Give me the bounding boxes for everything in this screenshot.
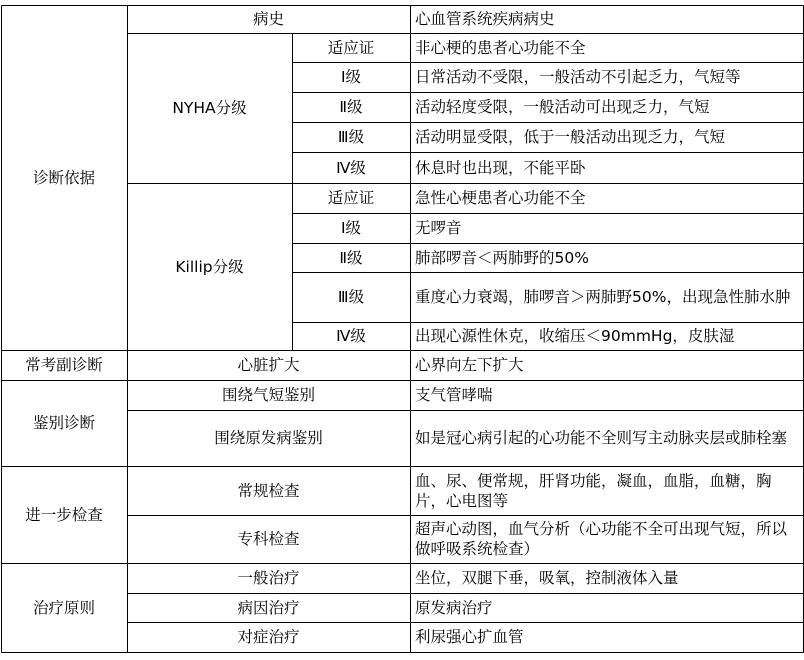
grade-cell <box>292 122 410 152</box>
group-cell-text: NYHA分级 <box>172 99 247 117</box>
description-cell <box>410 213 803 243</box>
grade-cell <box>292 62 410 92</box>
description-cell <box>410 563 803 593</box>
group-cell <box>127 622 410 652</box>
category-cell <box>1 380 127 466</box>
category-cell-text: 治疗原则 <box>32 598 95 617</box>
category-cell <box>1 466 127 563</box>
grade-cell <box>292 33 410 62</box>
grade-cell-text: Ⅰ级 <box>340 68 362 86</box>
description-cell-text: 非心梗的患者心功能不全 <box>415 38 586 57</box>
grade-cell-text: 适应证 <box>327 38 375 57</box>
group-cell <box>127 33 292 183</box>
grade-cell <box>292 243 410 272</box>
description-cell <box>410 272 803 322</box>
group-cell <box>127 5 410 33</box>
grade-cell-text: Ⅳ级 <box>336 158 366 177</box>
description-cell <box>410 152 803 183</box>
grade-cell <box>292 183 410 213</box>
description-cell <box>410 92 803 122</box>
category-cell <box>1 5 127 350</box>
group-cell <box>127 380 410 410</box>
group-cell-text: 对症治疗 <box>237 628 300 646</box>
description-cell <box>410 515 803 563</box>
description-cell <box>410 466 803 515</box>
description-cell-text: 无啰音 <box>415 219 462 237</box>
group-cell <box>127 183 292 350</box>
group-cell-text: 围绕原发病鉴别 <box>214 429 323 447</box>
grade-cell <box>292 322 410 350</box>
group-cell <box>127 350 410 380</box>
grade-cell-text: Ⅰ级 <box>340 219 362 237</box>
description-cell <box>410 322 803 350</box>
description-cell <box>410 243 803 272</box>
group-cell <box>127 593 410 622</box>
description-cell-text: 坐位，双腿下垂，吸氧，控制液体入量 <box>415 569 679 587</box>
grade-cell-text: Ⅳ级 <box>336 327 366 345</box>
description-cell-text: 活动明显受限，低于一般活动出现乏力，气短 <box>415 128 726 146</box>
description-cell-text: 血、尿、便常规，肝肾功能，凝血，血脂，血糖，胸片，心电图等 <box>415 471 772 510</box>
description-cell <box>410 122 803 152</box>
grade-cell-text: Ⅱ级 <box>339 98 363 116</box>
description-cell-text: 出现心源性休克，收缩压＜90mmHg，皮肤湿 <box>415 327 735 345</box>
category-cell-text: 鉴别诊断 <box>32 414 95 432</box>
grade-cell-text: 适应证 <box>327 189 375 207</box>
description-cell <box>410 593 803 622</box>
description-cell-text: 原发病治疗 <box>415 598 493 617</box>
group-cell <box>127 563 410 593</box>
group-cell <box>127 515 410 563</box>
group-cell <box>127 466 410 515</box>
description-cell-text: 心界向左下扩大 <box>415 356 524 374</box>
group-cell-text: 常规检查 <box>237 481 300 500</box>
grade-cell <box>292 213 410 243</box>
grade-cell <box>292 92 410 122</box>
category-cell-text: 诊断依据 <box>32 168 95 187</box>
description-cell-text: 急性心梗患者心功能不全 <box>415 189 586 207</box>
description-cell <box>410 183 803 213</box>
description-cell-text: 休息时也出现，不能平卧 <box>415 158 586 177</box>
group-cell-text: 一般治疗 <box>237 569 300 587</box>
group-cell-text: 围绕气短鉴别 <box>221 386 315 404</box>
group-cell-text: 心脏扩大 <box>237 356 300 374</box>
description-cell <box>410 62 803 92</box>
grade-cell <box>292 152 410 183</box>
description-cell <box>410 33 803 62</box>
description-cell-text: 支气管哮喘 <box>415 386 493 404</box>
group-cell <box>127 410 410 466</box>
group-cell-text: Killip分级 <box>175 257 244 276</box>
category-cell-text: 进一步检查 <box>25 505 103 524</box>
description-cell-text: 如是冠心病引起的心功能不全则写主动脉夹层或肺栓塞 <box>415 429 788 447</box>
description-cell <box>410 5 803 33</box>
category-cell-text: 常考副诊断 <box>25 356 103 374</box>
description-cell-text: 日常活动不受限，一般活动不引起乏力，气短等 <box>415 68 741 86</box>
description-cell-text: 超声心动图，血气分析（心功能不全可出现气短，所以做呼吸系统检查） <box>415 520 788 558</box>
grade-cell-text: Ⅲ级 <box>337 288 365 306</box>
grade-cell <box>292 272 410 322</box>
grade-cell-text: Ⅲ级 <box>337 128 365 146</box>
description-cell-text: 活动轻度受限，一般活动可出现乏力，气短 <box>415 98 710 116</box>
group-cell-text: 病因治疗 <box>237 598 300 617</box>
category-cell <box>1 350 127 380</box>
description-cell-text: 重度心力衰竭，肺啰音＞两肺野50%，出现急性肺水肿 <box>415 288 791 306</box>
group-cell-text: 专科检查 <box>237 530 300 548</box>
grade-cell-text: Ⅱ级 <box>339 248 363 267</box>
description-cell-text: 肺部啰音＜两肺野的50% <box>415 248 589 267</box>
description-cell <box>410 410 803 466</box>
description-cell-text: 利尿强心扩血管 <box>415 628 524 646</box>
description-cell <box>410 380 803 410</box>
description-cell-text: 心血管系统疾病病史 <box>415 10 555 28</box>
group-cell-text: 病史 <box>252 10 284 28</box>
description-cell <box>410 350 803 380</box>
description-cell <box>410 622 803 652</box>
category-cell <box>1 563 127 652</box>
